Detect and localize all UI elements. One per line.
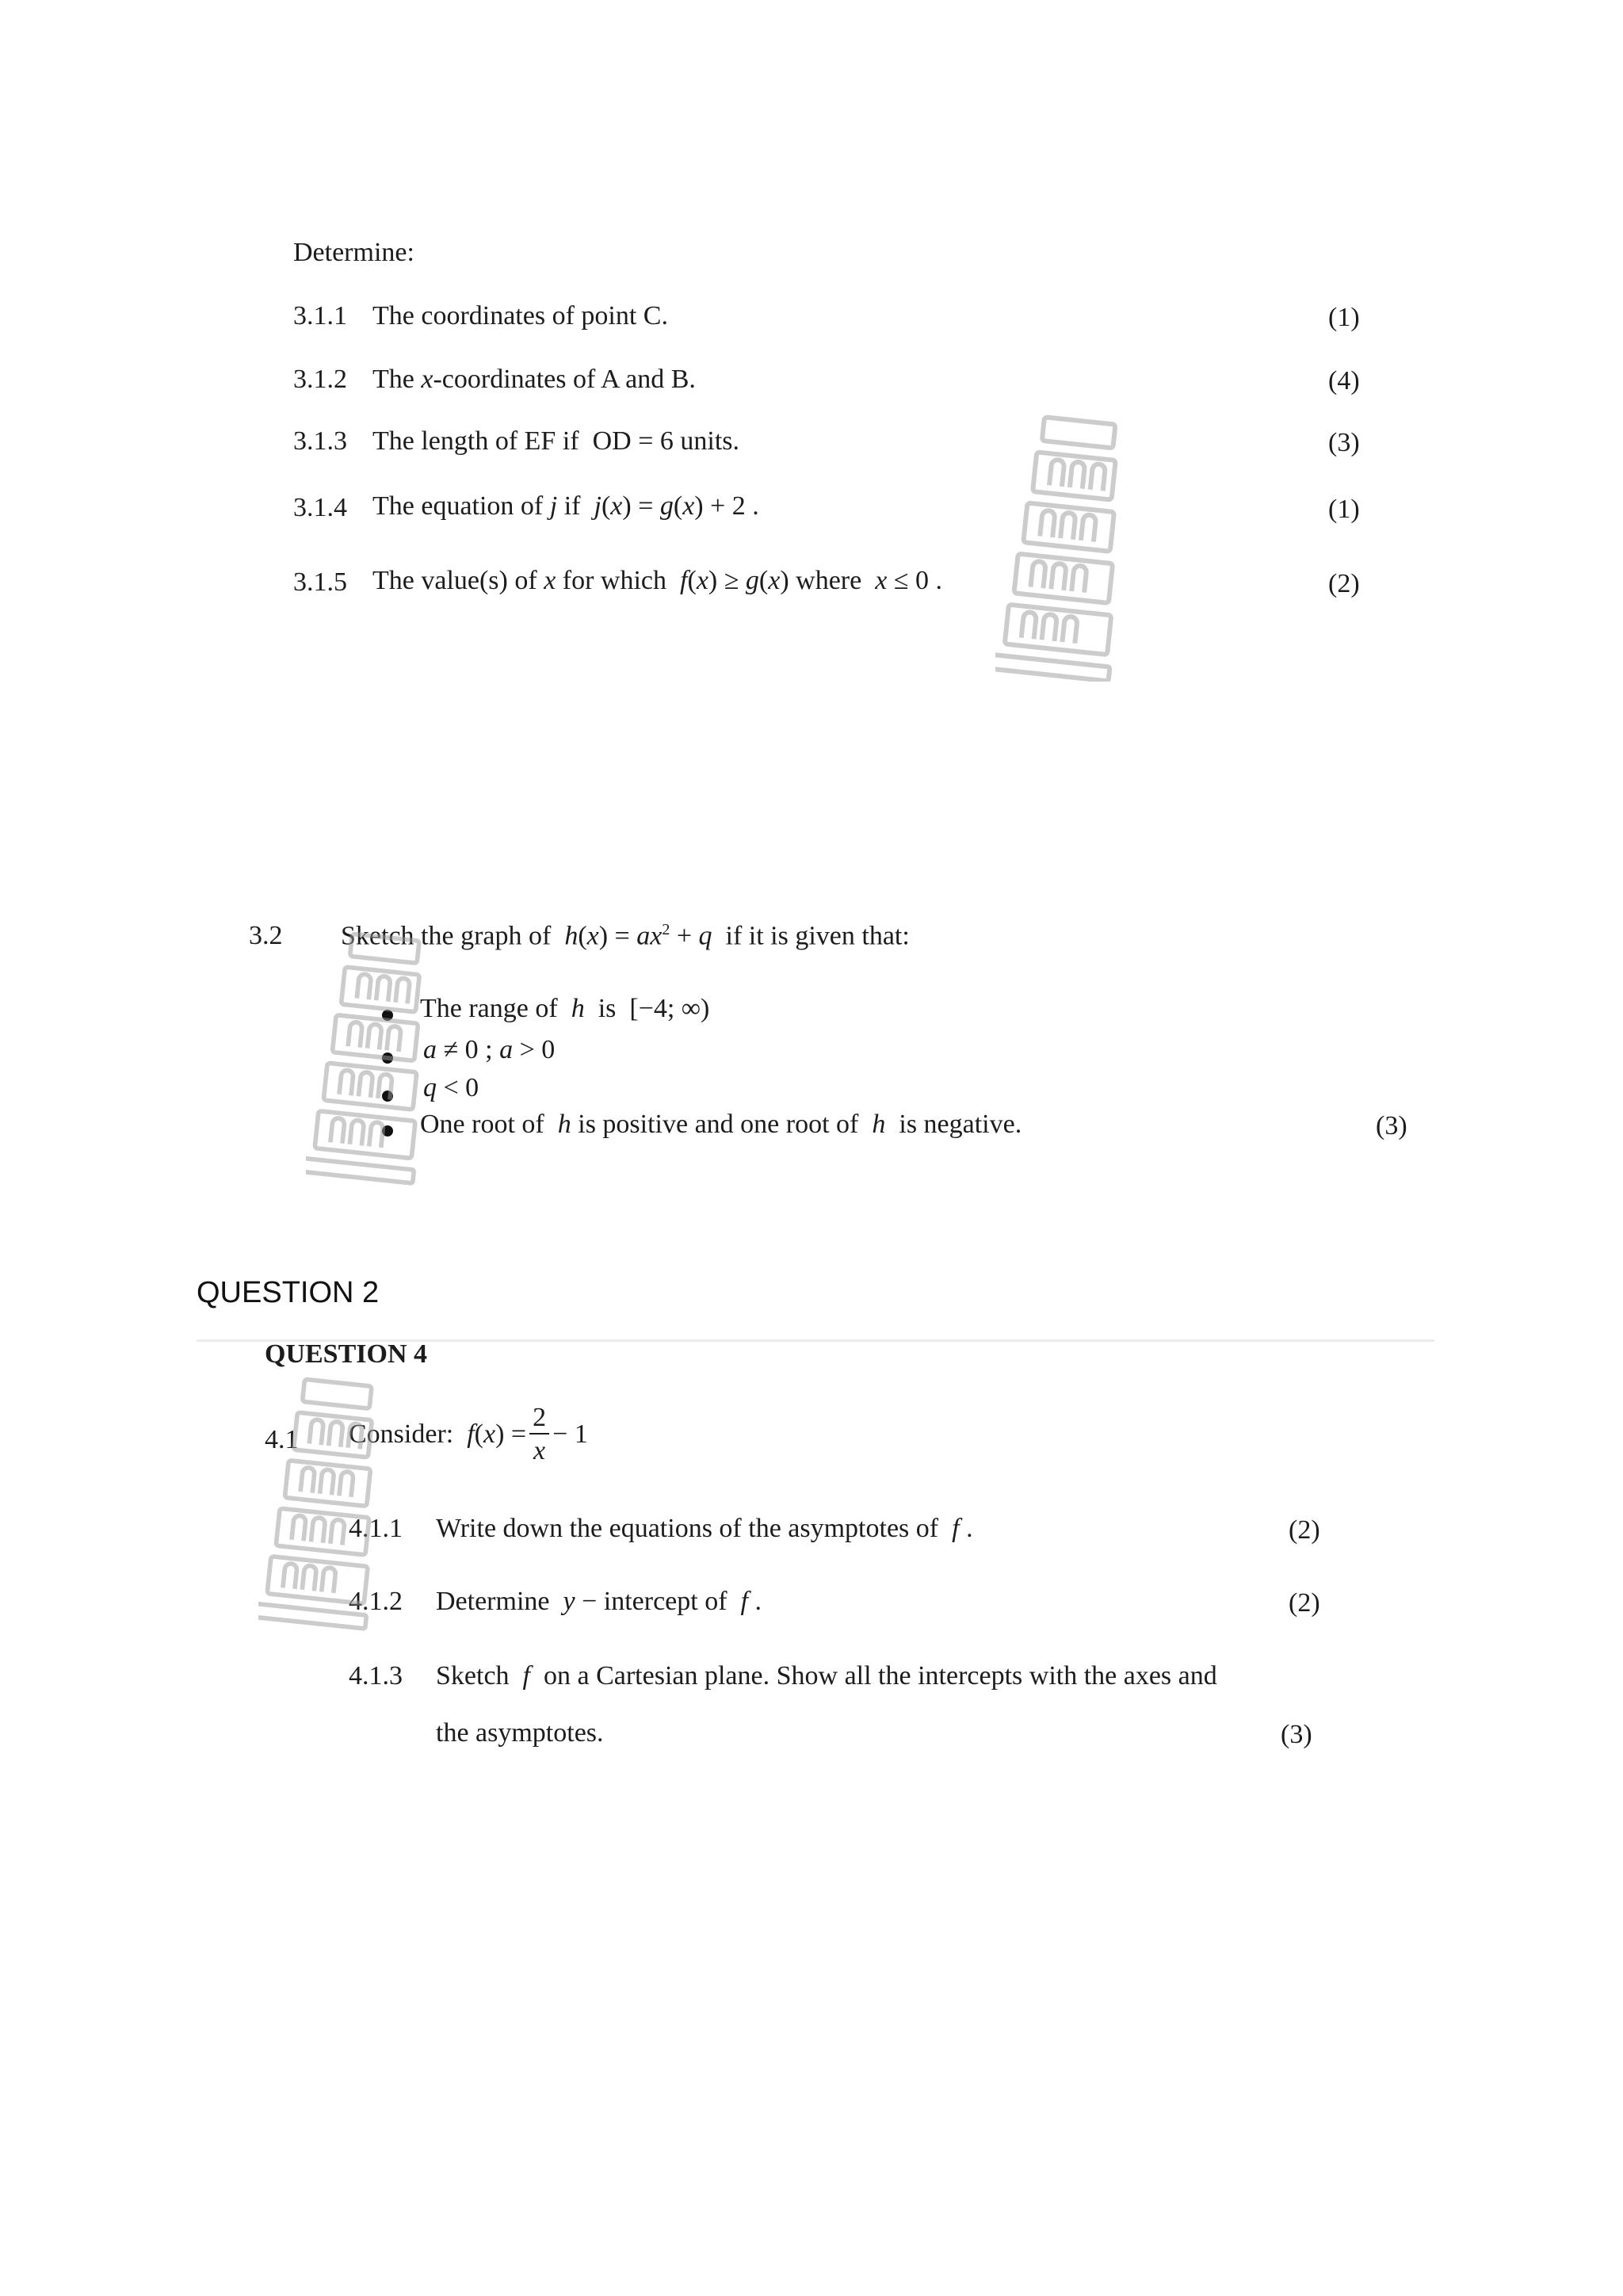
leaning-tower-icon (995, 412, 1138, 682)
question-text-3-1-5: The value(s) of x for which f(x) ≥ g(x) where x ≤ 0 . (372, 566, 942, 595)
leaning-tower-icon (306, 926, 441, 1187)
question-text-4-1-2: Determine y − intercept of f . (436, 1587, 762, 1616)
question-text-4-1-3-line1: Sketch f on a Cartesian plane. Show all the intercepts with the axes and (436, 1661, 1217, 1690)
leaning-tower-icon (258, 1371, 393, 1633)
marks: (4) (1328, 366, 1360, 395)
condition-a: a ≠ 0 ; a > 0 (423, 1035, 556, 1064)
question-number: 4.1.2 (349, 1587, 403, 1616)
question-2-heading: QUESTION 2 (197, 1276, 380, 1309)
marks: (3) (1281, 1720, 1312, 1749)
question-number: 3.1.4 (293, 493, 347, 522)
marks: (3) (1376, 1111, 1407, 1140)
marks: (1) (1328, 495, 1360, 524)
question-number: 3.1.1 (293, 301, 347, 330)
question-text-4-1-3-line2: the asymptotes. (436, 1718, 604, 1748)
question-text-3-1-3: The length of EF if OD = 6 units. (372, 426, 740, 456)
question-number: 3.2 (249, 921, 283, 950)
question-text-4-1-1: Write down the equations of the asymptotes of f . (436, 1514, 973, 1543)
marks: (2) (1289, 1588, 1320, 1618)
marks: (1) (1328, 303, 1360, 332)
question-number: 4.1 (265, 1425, 299, 1454)
marks: (2) (1328, 569, 1360, 598)
condition-range: The range of h is [−4; ∞) (420, 994, 710, 1023)
question-4-heading: QUESTION 4 (265, 1339, 427, 1369)
condition-q: q < 0 (423, 1073, 479, 1102)
fraction-numerator: 2 (529, 1404, 549, 1435)
sketch-instruction: Sketch the graph of $h(x) = ax^2 + q$ if it is given that: (341, 921, 910, 951)
question-number: 4.1.1 (349, 1514, 403, 1543)
marks: (3) (1328, 428, 1360, 457)
question-number: 4.1.3 (349, 1661, 403, 1690)
question-number: 3.1.5 (293, 567, 347, 597)
condition-roots: One root of h is positive and one root of h is negative. (420, 1110, 1022, 1139)
consider-function: Consider: f(x) = $\frac{2}{x}$ − 1 (349, 1403, 588, 1465)
marks: (2) (1289, 1515, 1320, 1545)
question-text-3-1-1: The coordinates of point C. (372, 301, 668, 330)
fraction-denominator: x (533, 1436, 546, 1465)
question-number: 3.1.2 (293, 365, 347, 394)
question-text-3-1-4: The equation of j if j(x) = g(x) + 2 . (372, 491, 759, 521)
question-text-3-1-2: The x-coordinates of A and B. (372, 365, 696, 394)
question-number: 3.1.3 (293, 426, 347, 456)
determine-heading: Determine: (293, 238, 414, 267)
